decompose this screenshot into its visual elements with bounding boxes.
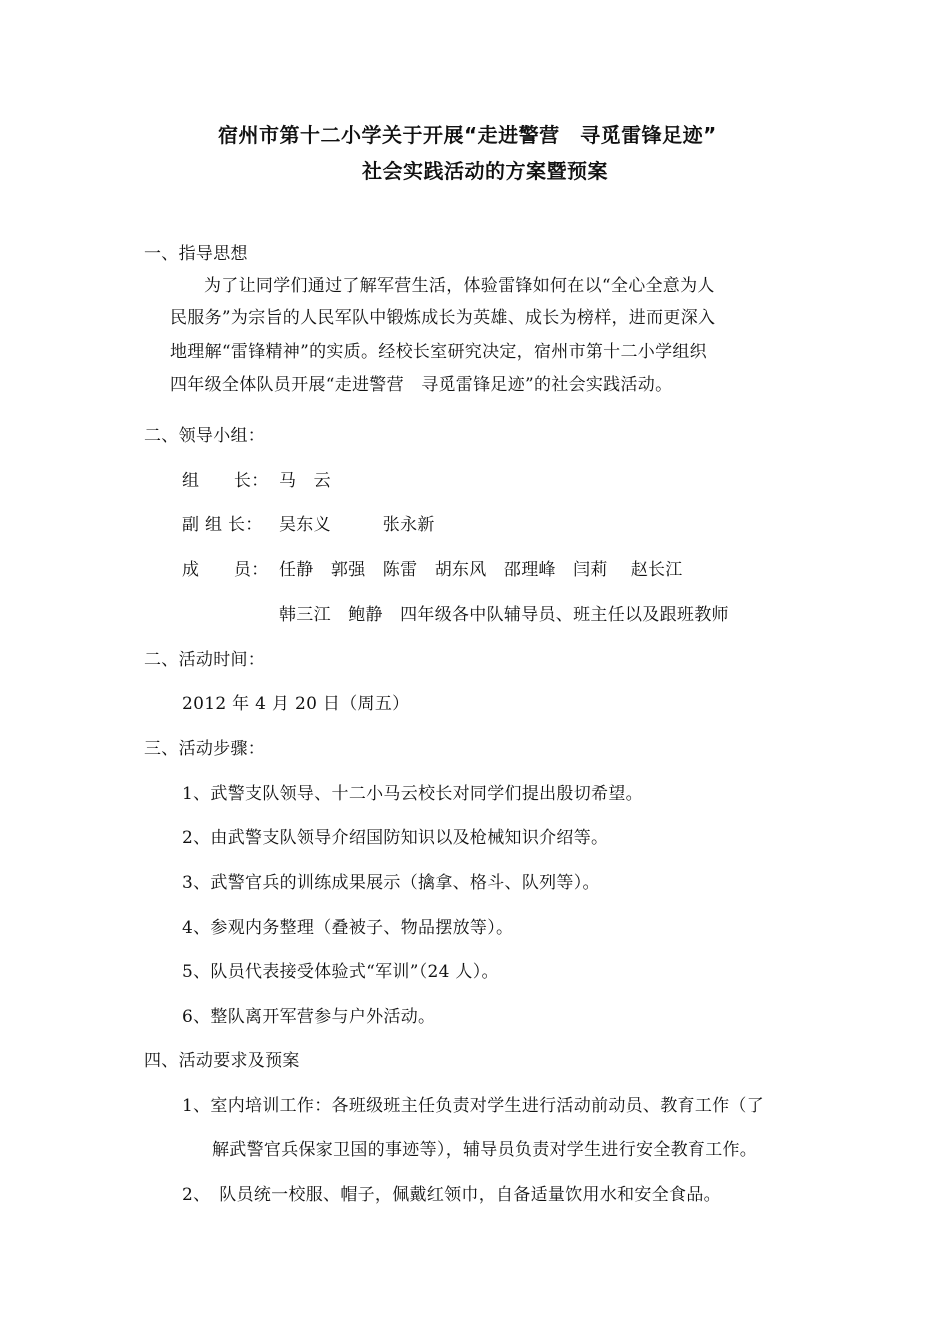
step-item: 2、由武警支队领导介绍国防知识以及枪械知识介绍等。 xyxy=(182,828,609,848)
leader-names: 马 云 xyxy=(279,471,331,491)
paragraph-line: 地理解“雷锋精神”的实质。经校长室研究决定，宿州市第十二小学组织 xyxy=(170,342,707,362)
step-item: 6、整队离开军营参与户外活动。 xyxy=(182,1007,436,1027)
vice-leader-label: 副 组 长： xyxy=(182,515,263,535)
members-names-line1: 任静 郭强 陈雷 胡东风 邵理峰 闫莉 赵长江 xyxy=(279,560,683,580)
step-item: 3、武警官兵的训练成果展示（擒拿、格斗、队列等）。 xyxy=(182,873,600,893)
requirement-item-1-line1: 1、室内培训工作：各班级班主任负责对学生进行活动前动员、教育工作（了 xyxy=(182,1096,765,1116)
activity-date: 2012 年 4 月 20 日（周五） xyxy=(182,694,410,714)
members-label: 成 员： xyxy=(182,560,269,580)
section-heading-guiding-idea: 一、指导思想 xyxy=(144,244,248,264)
section-heading-requirements: 四、活动要求及预案 xyxy=(144,1051,300,1071)
requirement-item-2: 2、 队员统一校服、帽子，佩戴红领巾，自备适量饮用水和安全食品。 xyxy=(182,1185,721,1205)
section-heading-steps: 三、活动步骤： xyxy=(144,739,266,759)
members-names-line2: 韩三江 鲍静 四年级各中队辅导员、班主任以及跟班教师 xyxy=(279,605,729,625)
section-heading-leadership: 二、领导小组： xyxy=(144,426,266,446)
document-title-line1: 宿州市第十二小学关于开展“走进警营 寻觅雷锋足迹” xyxy=(218,123,717,147)
paragraph-line: 民服务”为宗旨的人民军队中锻炼成长为英雄、成长为榜样，进而更深入 xyxy=(170,308,716,328)
step-item: 1、武警支队领导、十二小马云校长对同学们提出殷切希望。 xyxy=(182,784,643,804)
paragraph-line: 为了让同学们通过了解军营生活，体验雷锋如何在以“全心全意为人 xyxy=(204,276,715,296)
leader-label: 组 长： xyxy=(182,471,269,491)
section-heading-time: 二、活动时间： xyxy=(144,650,266,670)
document-title-line2: 社会实践活动的方案暨预案 xyxy=(362,159,608,183)
paragraph-line: 四年级全体队员开展“走进警营 寻觅雷锋足迹”的社会实践活动。 xyxy=(170,375,673,395)
requirement-item-1-line2: 解武警官兵保家卫国的事迹等），辅导员负责对学生进行安全教育工作。 xyxy=(212,1140,758,1160)
step-item: 5、队员代表接受体验式“军训”（24 人）。 xyxy=(182,962,499,982)
vice-leader-names: 吴东义 张永新 xyxy=(279,515,435,535)
step-item: 4、参观内务整理（叠被子、物品摆放等）。 xyxy=(182,918,514,938)
